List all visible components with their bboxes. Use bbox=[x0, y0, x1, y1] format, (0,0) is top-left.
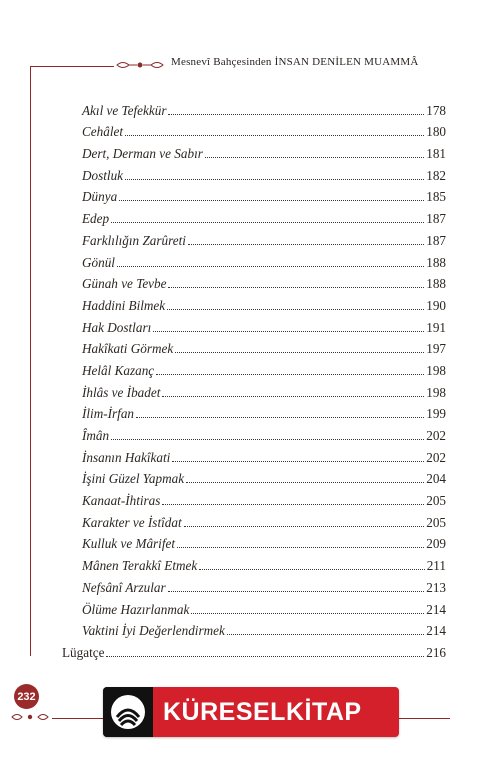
toc-entry-title: Lügatçe bbox=[62, 644, 105, 660]
toc-entry-title: İnsanın Hakîkati bbox=[82, 449, 171, 465]
toc-entry bbox=[62, 204, 446, 226]
toc-entry-page: 187 bbox=[426, 232, 446, 248]
toc-entry-title: Vaktini İyi Değerlendirmek bbox=[82, 623, 225, 639]
toc-entry-page: 188 bbox=[426, 254, 446, 270]
toc-entry-page: 197 bbox=[426, 341, 446, 357]
publisher-logo-icon bbox=[103, 687, 153, 737]
toc-entry-title: Gönül bbox=[82, 254, 115, 270]
toc-entry-title: Dert, Derman ve Sabır bbox=[82, 146, 203, 162]
toc-entry bbox=[62, 226, 446, 248]
toc-entry-title: Günah ve Tevbe bbox=[82, 276, 167, 292]
toc-entry bbox=[62, 573, 446, 595]
toc-entry-title: Dostluk bbox=[82, 167, 124, 183]
toc-entry-page: 211 bbox=[426, 558, 446, 574]
toc-entry-title: Karakter ve İstîdat bbox=[82, 514, 182, 530]
toc-entry-page: 178 bbox=[426, 102, 446, 118]
toc-leader-dots bbox=[175, 351, 424, 353]
toc-entry-title: Kulluk ve Mârifet bbox=[82, 536, 176, 552]
margin-rule bbox=[30, 66, 31, 656]
table-of-contents bbox=[62, 96, 446, 660]
toc-entry bbox=[62, 270, 446, 292]
toc-entry bbox=[62, 443, 446, 465]
toc-entry bbox=[62, 335, 446, 357]
toc-entry bbox=[62, 161, 446, 183]
toc-entry bbox=[62, 183, 446, 205]
toc-leader-dots bbox=[136, 416, 424, 418]
toc-entry bbox=[62, 291, 446, 313]
toc-entry bbox=[62, 356, 446, 378]
toc-entry-page: 198 bbox=[426, 362, 446, 378]
toc-entry-page: 214 bbox=[426, 623, 446, 639]
toc-entry-title: Helâl Kazanç bbox=[82, 362, 155, 378]
toc-leader-dots bbox=[156, 373, 424, 375]
toc-entry-page: 181 bbox=[426, 146, 446, 162]
toc-leader-dots bbox=[162, 503, 424, 505]
header-ornament-icon bbox=[115, 60, 165, 70]
toc-entry-title: Ölüme Hazırlanmak bbox=[82, 601, 190, 617]
toc-entry-page: 204 bbox=[426, 471, 446, 487]
toc-leader-dots bbox=[188, 243, 424, 245]
toc-leader-dots bbox=[153, 330, 424, 332]
toc-leader-dots bbox=[177, 546, 424, 548]
toc-entry-page: 209 bbox=[426, 536, 446, 552]
toc-entry bbox=[62, 617, 446, 639]
toc-leader-dots bbox=[162, 395, 424, 397]
toc-entry-title: İlim-İrfan bbox=[82, 406, 135, 422]
toc-entry-page: 190 bbox=[426, 297, 446, 313]
toc-entry-title: Hak Dostları bbox=[82, 319, 152, 335]
toc-leader-dots bbox=[227, 633, 424, 635]
toc-leader-dots bbox=[125, 134, 424, 136]
toc-entry bbox=[62, 465, 446, 487]
toc-entry-page: 187 bbox=[426, 211, 446, 227]
toc-entry bbox=[62, 96, 446, 118]
toc-entry-title: Dünya bbox=[82, 189, 118, 205]
toc-leader-dots bbox=[186, 481, 424, 483]
publisher-banner bbox=[103, 687, 399, 737]
toc-entry bbox=[62, 313, 446, 335]
toc-leader-dots bbox=[117, 265, 424, 267]
toc-leader-dots bbox=[168, 113, 424, 115]
page-number-badge: 232 bbox=[14, 684, 39, 709]
toc-entry bbox=[62, 486, 446, 508]
toc-entry bbox=[62, 378, 446, 400]
toc-entry-title: Farklılığın Zarûreti bbox=[82, 232, 186, 248]
toc-leader-dots bbox=[199, 568, 424, 570]
publisher-name: KÜRESELKİTAP bbox=[163, 697, 362, 726]
toc-entry-page: 216 bbox=[426, 644, 446, 660]
toc-entry-page: 202 bbox=[426, 449, 446, 465]
toc-entry bbox=[62, 508, 446, 530]
toc-leader-dots bbox=[184, 525, 425, 527]
toc-leader-dots bbox=[168, 286, 424, 288]
toc-entry bbox=[62, 595, 446, 617]
toc-entry-title: Cehâlet bbox=[82, 124, 124, 140]
toc-entry-page: 182 bbox=[426, 167, 446, 183]
toc-entry-page: 180 bbox=[426, 124, 446, 140]
toc-leader-dots bbox=[111, 438, 424, 440]
toc-entry-title: Akıl ve Tefekkür bbox=[82, 102, 167, 118]
toc-entry-title: İhlâs ve İbadet bbox=[82, 384, 161, 400]
toc-entry-page: 202 bbox=[426, 428, 446, 443]
toc-entry bbox=[62, 118, 446, 140]
toc-entry bbox=[62, 421, 446, 443]
toc-entry bbox=[62, 400, 446, 422]
toc-leader-dots bbox=[167, 308, 424, 310]
toc-entry-page: 213 bbox=[426, 579, 446, 595]
toc-leader-dots bbox=[111, 221, 424, 223]
toc-entry-title: Kanaat-İhtiras bbox=[82, 493, 161, 509]
toc-entry-page: 214 bbox=[426, 601, 446, 617]
toc-entry-page: 199 bbox=[426, 406, 446, 422]
running-header-title: Mesnevî Bahçesinden İNSAN DENİLEN MUAMMÂ bbox=[171, 56, 419, 68]
toc-entry-title: İşini Güzel Yapmak bbox=[82, 471, 185, 487]
toc-entry-title: Haddini Bilmek bbox=[82, 297, 166, 313]
toc-entry-page: 188 bbox=[426, 276, 446, 292]
toc-entry-page: 185 bbox=[426, 189, 446, 205]
toc-entry-title: Mânen Terakkî Etmek bbox=[82, 558, 198, 574]
toc-leader-dots bbox=[119, 199, 424, 201]
toc-leader-dots bbox=[125, 178, 424, 180]
toc-leader-dots bbox=[191, 612, 424, 614]
toc-entry-page: 198 bbox=[426, 384, 446, 400]
toc-entry-title: Nefsânî Arzular bbox=[82, 579, 166, 595]
header-rule bbox=[30, 66, 114, 67]
toc-leader-dots bbox=[205, 156, 424, 158]
toc-entry bbox=[62, 248, 446, 270]
toc-leader-dots bbox=[106, 655, 424, 657]
toc-entry-title: Edep bbox=[82, 211, 110, 227]
toc-leader-dots bbox=[172, 460, 424, 462]
toc-entry-page: 205 bbox=[426, 493, 446, 509]
toc-entry bbox=[62, 551, 446, 573]
toc-entry bbox=[62, 139, 446, 161]
toc-entry bbox=[62, 638, 446, 660]
footer-ornament-icon bbox=[10, 712, 50, 722]
toc-entry bbox=[62, 530, 446, 552]
toc-entry-title: Îmân bbox=[82, 428, 110, 443]
toc-leader-dots bbox=[168, 590, 425, 592]
toc-entry-page: 205 bbox=[426, 514, 446, 530]
toc-entry-title: Hakîkati Görmek bbox=[82, 341, 174, 357]
toc-entry-page: 191 bbox=[426, 319, 446, 335]
